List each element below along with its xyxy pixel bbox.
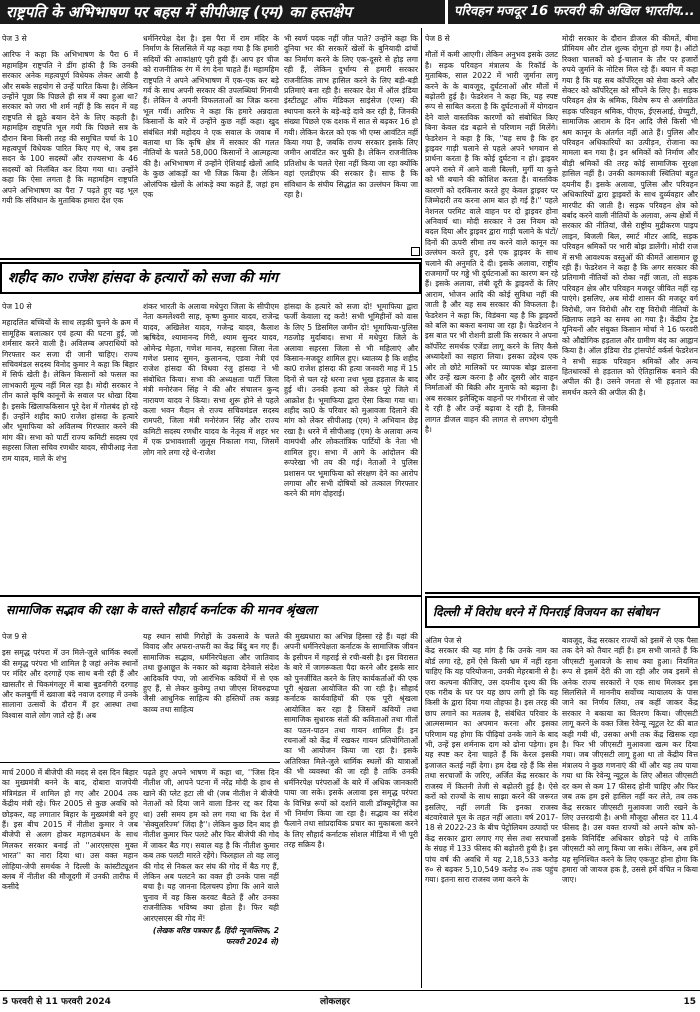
- footer-rule: [0, 990, 700, 991]
- article-president-col1: [2, 34, 138, 256]
- section-rule: [0, 762, 280, 763]
- article-transport-col1: [425, 34, 558, 590]
- article-text: यह स्थान सांघी गिरोहों के उकसावे के चलते विवाद और अफरा-तफरी का केंद्र बिंदु बन गए हैं। सामाजिक सद्भाव, धर्मनिरपेक्षता और जातिवाद तथा छुआछूत के नकार को बढ़ावा देनेवाले संदेश आदिकवि पंपा, जो आरंभिक कवियों में से एक हुए हैं, से लेकर कुवेम्पु तथा जीएस शिवरुद्रप्पा जैसी आधुनिक साहित्य की हस्तियों तक कन्नड़ काव्य तथा साहित्य: [143, 632, 279, 714]
- section-rule: [425, 592, 700, 594]
- page-reference: पेज 8 से: [425, 34, 450, 43]
- section-rule: [0, 258, 421, 260]
- article-karnataka-col1: [2, 632, 138, 758]
- article-text: मौतों में कमी आएगी। लेकिन अनुभव इसके उलट है। सड़क परिवहन मंत्रालय के रिकॉर्ड के मुताबिक, साल 2022 में भारी जुर्माना लागू करने के के बावजूद, दुर्घटनाओं और मौतों में बढ़ोतरी हुई है। फेडरेशन ने कहा कि, यह स्पष्ट रूप से साबित करता है कि दुर्घटनाओं में योगदान देने वाले वास्तविक कारणों को संबोधित किए बिना केवल दंड बढ़ाने से परिणाम नहीं मिलेंगे। फेडरेशन ने कहा है कि, ''यह सच है कि हर ड्राइवर गाड़ी चलाने से पहले अपने भगवान से प्रार्थना करता है कि कोई दुर्घटना न हो। ड्राइवर अपने रास्ते में आने वाली बिल्ली, मुर्गी या कुत्ते को भी बचाने की कोशिश करता है। वास्तविक कारणों को दरकिनार करते हुए केवल ड्राइवर पर जिम्मेदारी तय करना आम बात हो गई है।'' पहले नेशनल परमिट वाले वाहन पर दो ड्राइवर होना अनिवार्य था। मोदी सरकार ने उस नियम को बदल दिया और ड्राइवर द्वारा गाड़ी चलाने के घंटों/दिनों की ऊपरी सीमा तय करने वाले कानून का उल्लंघन करते हुए, इसे एक ड्राइवर के साथ चलाने की अनुमति दे दी। इसके अलावा, राष्ट्रीय राजमार्गों पर गड्ढे भी दुर्घटनाओं का कारण बन रहे हैं। इसके अलावा, लंबी दूरी के ड्राइवरों के लिए आराम, भोजन आदि की कोई सुविधा नहीं की जाती है और यह सब सरकार की विफलता है। फेडरेशन ने कहा कि, विडंबना यह है कि ड्राइवरों को बलि का बकरा बनाया जा रहा है। फेडरेशन ने इस बात पर भी रोशनी डाली कि सरकार ने अपना कॉर्पोरेट समर्थक एजेंडा लागू करने के लिए कैसे अध्यादेशों का सहारा लिया। इसका उद्देश्य एक ओर तो छोटे मालिकों पर व्यापक बोझ डालना और उन्हें खत्म करना है और दूसरी ओर वाहन निर्माताओं की बिक्री और मुनाफे को बढ़ाना है। अब सरकार इलेक्ट्रिक वाहनों पर गंभीरता से जोर दे रही है और उन्हें बढ़ावा दे रही है, जिनकी लागत डीजल वाहन की लागत से लगभग दोगुनी है।: [425, 50, 558, 435]
- article-nitish-col2: [143, 768, 279, 984]
- article-transport-col2: [562, 34, 698, 590]
- article-karnataka-col2: [143, 632, 279, 758]
- section-rule: [0, 595, 421, 597]
- article-text: पढ़ते हुए अपने भाषण में कहा था, ''जिस दिन नीतीश जी, आपने पटना में नरेंद्र मोदी के हाथ से खाने की प्लेट हटा ली थी (जब नीतीश ने बीजेपी नेताओं को दिया जाने वाला डिनर रद्द कर दिया था) उसी समय हम को लग गया था कि देश में 'सेक्युलरिज्म' जिंदा है''। लेकिन कुछ दिन बाद ही नीतीश कुमार फिर पलटे और फिर बीजेपी की गोद में जाकर बैठ गए। सवाल यह है कि नीतीश कुमार कब तक पलटी मारते रहेंगे। फिलहाल तो वह लालू की गोद से निकल कर संघ की गोद में बैठ गए हैं, लेकिन अब पलटने का वक्त ही उनके पास नहीं बचा है। यह जानना दिलचस्प होगा कि आने वाले चुनाव में वह किस करवट बैठते हैं और उनका राजनीतिक भविष्य क्या होता है। फिर यही आरएसएस की गोद में!: [143, 768, 279, 923]
- column-rule: [421, 28, 422, 256]
- column-rule: [421, 258, 422, 988]
- headline-sauharda-karnataka: सामाजिक सद्भाव की रक्षा के वास्ते सौहार्द कर्नाटक की मानव श्रृंखला: [6, 602, 317, 617]
- article-text: इस समृद्ध परंपरा में उन मिले-जुले धार्मिक स्थलों की समृद्ध परंपरा भी शामिल है जहां अनेक स्थानों पर मंदिर और दरगाहें एक साथ बनी रही हैं और खासतौर से चिकमंगलूर में बाबा बुडनगिरी दरगाह और कलबुर्गी में ख्वाजा बंदे नवाज दरगाह में उनके सालाना उत्सवों के दौरान मैं हर आस्था तथा विश्वास वाले लोग जाते रहे हैं। अब: [2, 648, 138, 720]
- article-text: शंकर भारती के अलावा मधेपुरा जिला के सीपीएम नेता कमलेश्वरी साह, कृष्ण कुमार यादव, राजेन्द्र यादव, अखिलेश यादव, गजेन्द्र यादव, कैलाश ऋषिदेव, श्यामानन्द गिरी, श्याम सुन्दर यादव, ओमेन्द्र मेहता, गणेश मानव, सहरसा जिला नेता गणेश प्रसाद सुमन, कुलानन्द, एडवा नेत्री एवं राजेश हांसदा की विधवा रंजु हांसदा ने भी संबोधित किया। सभा की अध्यक्षता पार्टी जिला मंत्री मनोरंजन सिंह ने की और संचालन कुन्द नारायण यादव ने किया। सभा शुरू होने से पहले कला भवन मैदान से राज्य सचिवमंडल सदस्य रामपरी, जिला मंत्री मनोरंजन सिंह और राज्य कमिटी सदस्य रणधीर यादव के नेतृत्व में शहर भर में एक प्रभावशाली जुलूस निकाला गया, जिसमें लोग नारे लगा रहे थे-राजेश: [143, 302, 279, 457]
- article-text: मार्च 2000 में बीजेपी की मदद से दस दिन बिहार का मुख्यमंत्री बनने के बाद, दोबारा वाजपेयी मंत्रिमंडल में शामिल हो गए और 2004 तक केंद्रीय मंत्री रहे। फिर 2005 से कुछ अवधि को छोड़कर, वह लगातार बिहार के मुख्यमंत्री बने हुए हैं। इस बीच 2015 में नीतीश कुमार ने जब बीजेपी से अलग होकर महागठबंधन के साथ मिलकर सरकार बनाई तो ''आरएसएस मुक्त भारत'' का नारा दिया था। उस वक्त महान लोहिया-जेपी समर्थक ने दिल्ली के कांस्टीट्यूशन क्लब में नीतीश की मौजूदगी में उनकी तारीफ में कसीदे: [2, 768, 138, 892]
- headline-president-address: राष्ट्रपति के अभिभाषण पर बहस में सीपीआइ (एम) का हस्तक्षेप: [0, 0, 445, 24]
- article-karnataka-col3: [284, 632, 418, 984]
- footer-date: 5 फरवरी से 11 फरवरी 2024: [2, 997, 111, 1007]
- page-reference: पेज 9 से: [2, 632, 27, 641]
- headline-rajesh-hansda: शहीद का० राजेश हांसदा के हत्यारों को सजा की मांग: [0, 262, 421, 294]
- article-text: हांसदा के हत्यारे को सजा दो! भूमाफिया द्वारा फर्जी केवाला रद्द करो! सभी भूमिहीनों को वास के लिए 5 डिसमिल जमीन दो! भूमाफिया-पुलिस गठजोड़ मुर्दाबाद। सभा में मधेपुरा जिले के अलावा सहरसा जिला से भी महिलाएं और किसान-मजदूर शामिल हुए। ध्यातव्य है कि शहीद का0 राजेश हांसदा की हत्या जनवरी माह में 15 दिनों से चल रहे धरना तथा भूख हड़ताल के बाद हुई थी। उनकी हत्या को लेकर पूरे जिले में आक्रोश है। भूमाफिया द्वारा ऐसा किया गया था। शहीद का0 के परिवार को मुआवजा दिलाने की मांग को लेकर सीपीआइ (एम) ने अभियान छेड़ रखा है। धरने में सीपीआइ (एम) के अलावा अन्य वामपंथी और लोकतांत्रिक पार्टियों के नेता भी शामिल हुए। सभा में आगे के आंदोलन की रूपरेखा भी तय की गई। नेताओं ने पुलिस प्रशासन पर भूमाफिया को संरक्षण देने का आरोप लगाया और सभी दोषियों को तत्काल गिरफ्तार करने की मांग दोहराई।: [284, 302, 418, 499]
- article-hansda-col2: [143, 302, 279, 592]
- article-text: केंद्र सरकार की यह मांग है कि उनके नाम का बोर्ड लगा रहे, हमें ऐसे किसी भ्रम में नहीं रहना चाहिए कि यह परियोजना, उनकी मेहरबानी से है। जरा कल्पना कीजिए, उस दयनीय दृश्य की कि एक गरीब के घर पर यह छाप लगी हो कि यह किसी के द्वारा दिया गया तोहफा है। इस तरह की छाप लगाने का मतलब है, संबंधित परिवार के आत्मसम्मान का अपमान करना और इसका परिणाम यह होगा कि पीढ़ियां उनके जाने के बाद भी, उन्हें इस शर्मनाक दाग को ढोना पड़ेगा। हम यह स्पष्ट कर देना चाहते हैं कि केरल इसकी इजाजत कतई नहीं देगा। हम देख रहे हैं कि सेस तथा सरचार्जों के जरिए, अर्जित केंद्र सरकार के राजस्व में कितनी तेजी से बढ़ोतरी हुई है। ऐसे करों को राज्यों के साथ साझा करने की जरूरत इसलिए, नहीं लगती कि इनका राजस्व बंटवारेवाले पूल के तहत नहीं आता। वर्ष 2017-18 से 2022-23 के बीच पेट्रोलियम उत्पादों पर केंद्र सरकार द्वारा लगाए गए सेस तथा सरचार्जों के संग्रह में 133 फीसद की बढ़ोतरी हुयी है। इस पांच वर्ष की अवधि में यह 2,18,533 करोड़ रु० से बढ़कर 5,10,549 करोड़ रु० तक पहुंच गया। इतना सारा राजस्व जमा करने के: [425, 646, 558, 885]
- article-source: (लेखक वरिष्ठ पत्रकार हैं, हिंदी न्यूजक्लिक, 2 फरवरी 2024 से): [152, 926, 279, 946]
- article-text: बावजूद, केंद्र सरकार राज्यों को इसमें से एक पैसा तक देने को तैयार नहीं है। हम सभी जानते हैं कि जीएसटी मुआवजे के साथ क्या हुआ। नियमित रूप से इसमें देरी की जा रही और जब इसमें से अनेक राज्य सरकारों ने एक साथ मिलकर इस सिलसिले में माननीय सर्वोच्च न्यायालय के पास जाने का निर्णय लिया, तब कहीं जाकर केंद्र सरकार ने बकाया का वितरण किया। जीएसटी लागू करने के वक्त जिस रेवेन्यू न्यूट्रल रेट की बात कही गयी थी, उसका अभी तक केंद्र खिसक रहा है। फिर भी जीएसटी मुआवजा खत्म कर दिया गया। जब जीएसटी लागू हुआ था तो केंद्रीय वित्त मंत्रालय ने कुछ गणनाएं की थीं और यह तय पाया गया था कि रेवेन्यू न्यूट्रल के लिए औसत जीएसटी दर कम से कम 17 फीसद होनी चाहिए और फिर जब तक हम इसे हासिल नहीं कर लेते, तब तक केंद्र सरकार जीएसटी मुआवजा जारी रखने के लिए उत्तरदायी है। अभी मौजूदा औसत दर 11.4 फीसद है। उस वक्त राज्यों को अपने कोष को-इसके विनिर्दिष्ट अधिकार छोड़ने पड़े थे ताकि जीएसटी को लागू किया जा सके। लेकिन, अब हमें यह सुनिश्चित करने के लिए एकजुट होना होगा कि हमारा जो जायज हक है, उससे हमें वंचित न किया जाए।: [562, 636, 698, 885]
- headline-pinarayi-vijayan: दिल्ली में विरोध धरने में पिनराई विजयन का संबोधन: [425, 596, 700, 628]
- article-president-col3: [284, 34, 418, 256]
- page-reference: पेज 10 से: [2, 302, 32, 311]
- page-footer: [0, 992, 700, 1012]
- article-text: महादलित बच्चियों के साथ लड़की चुनने के क्रम में सामूहिक बलात्कार एवं हत्या की घटना हुई, जो शर्मसार करने वाली है। अविलम्ब अपराधियों को गिरफ्तार कर सजा दी जानी चाहिए। राज्य सचिवमंडल सदस्य विनोद कुमार ने कहा कि बिहार में सिर्फ खेती है। लेकिन किसानों को फसल का लाभकारी मूल्य नहीं मिल रहा है। मोदी सरकार ने तीन काले कृषि कानूनों के सवाल पर धोखा दिया है। इसके खिलाफकिसान पूरे देश में गोलबंद हो रहे हैं। उन्होंने शहीद का0 राजेश हांसदा के हत्यारे और भूमाफिया को अविलम्ब गिरफ्तार करने की मांग की। सभा को पार्टी राज्य कमिटी सदस्य एवं सहरसा जिला सचिव रणधीर यादव, सीपीआइ नेता राम यादव, माले के शंभु: [2, 318, 138, 463]
- article-text: आरिफ ने कहा कि अभिभाषण के पैरा 6 में महामहिम राष्ट्रपति ने डींग हांकी है कि उनकी सरकार अनेक महत्वपूर्ण विधेयक लेकर आयी है और सबके सहयोग से उन्हें पारित किया है। लेकिन उन्होंने पूछा कि पिछले ही सत्र में क्या हुआ था? सरकार को जरा भी शर्म नहीं है कि सदन में वह राष्ट्रपति से झूठे बयान देने के लिए कहती है। महामहिम राष्ट्रपति भूल गयी कि पिछले सत्र के दौरान बिना किसी तरह की समुचित चर्चा के 10 महत्वपूर्ण विधेयक पारित किए गए थे, जब इस सदन के 100 सदस्यों और राज्यसभा के 46 सदस्यों को निलंबित कर दिया गया था। उन्होंने कहा कि ऐसा लगता है कि महामहिम राष्ट्रपति अपने अभिभाषण का पैरा 7 पढ़ते हुए यह भूल गयी कि संविधान के मुताबिक हमारा देश एक: [2, 50, 138, 206]
- article-hansda-col1: [2, 302, 138, 592]
- article-text: धर्मनिरपेक्ष देश है। इस पैरा में राम मंदिर के निर्माण के सिलसिले में यह कहा गया है कि हमारी सदियों की आकांक्षाएं पूरी हुयी हैं। आप हर चीज को राजनीतिक रंग में रंग देना चाहते हैं। महामहिम राष्ट्रपति ने अपने अभिभाषण में एक-एक कर बड़े गर्व के साथ अपनी सरकार की उपलब्धियां गिनायी हैं। लेकिन वे अपनी विफलताओं का जिक्र करना भूल गयीं। आरिफ ने कहा कि हमारे अन्नदाता किसानों के बारे में उन्होंने कुछ नहीं कहा। खुद संबंधित मंत्री महोदय ने एक सवाल के जवाब में बताया था कि कृषि क्षेत्र में सरकार की गलत नीतियों के चलते 58,000 किसानों ने आत्महत्या की है। अभिभाषण में उन्होंने ऐशियाई खेलों आदि के कुछ आंकड़ों का भी जिक्र किया है। लेकिन ओलंपिक खेलों के आंकड़े क्या कहते हैं, जहां हम एक: [143, 34, 279, 200]
- end-mark: [411, 247, 420, 256]
- article-text: भी स्वर्ण पदक नहीं जीत पाते? उन्होंने कहा कि दुनिया भर की सरकारें खेलों के बुनियादी ढांचों का निर्माण करने के लिए एक-दूसरे से होड़ लगा रही हैं, लेकिन दुर्भाग्य से हमारी सरकार राजनीतिक लाभ हासिल करने के लिए बड़ी-बड़ी प्रतिमाएं बना रही है। सरकार देश में ऑल इंडिया इंस्टीट्यूट ऑफ मेडिकल साइंसेज (एम्स) की स्थापना करने के बड़े-बड़े दावे कर रही है, जिनकी संख्या पिछले एक दशक में सात से बढ़कर 16 हो गयी। लेकिन केरल को एक भी एम्स आवंटित नहीं किया गया है, जबकि राज्य सरकार इसके लिए जमीन आवंटित कर चुकी है। लेकिन राजनीतिक प्रतिशोध के चलते ऐसा नहीं किया जा रहा क्योंकि वहां एलडीएफ की सरकार है। साफ है कि संविधान के संघीय सिद्धांत का उल्लंघन किया जा रहा है।: [284, 34, 418, 200]
- article-text: मोदी सरकार के दौरान डीजल की कीमतें, बीमा प्रीमियम और टोल शुल्क दोगुना हो गया है। ऑटो रिक्शा चालकों को ई-चालान के तौर पर हजारों रुपये जुर्माने के नोटिस मिल रहे हैं। बयान में कहा गया है कि यह सब कॉर्पोरेट्स को सेवा करने और सेक्टर को कॉर्पोरेट्स को सौंपने के लिए है। सड़क परिवहन क्षेत्र के श्रमिक, विशेष रूप से असंगठित सड़क परिवहन श्रमिक, पीएफ, ईएसआई, ग्रेच्युटी, सामाजिक आराम के दिन आदि जैसे किसी भी श्रम कानून के अंतर्गत नहीं आते हैं। पुलिस और परिवहन अधिकारियों का उत्पीड़न, रोजाना का मामला बन गया है। इन श्रमिकों को निर्माण और बीड़ी श्रमिकों की तरह कोई सामाजिक सुरक्षा हासिल नहीं है। उनकी कामकाजी स्थितियां बहुत दयनीय हैं। इसके अलावा, पुलिस और परिवहन अधिकारियों द्वारा ड्राइवरों के साथ दुर्व्यवहार और मारपीट की जाती है। सड़क परिवहन क्षेत्र को बर्बाद करने वाली नीतियों के अलावा, अन्य क्षेत्रों में सरकार की नीतियां, जैसे राष्ट्रीय मुद्रीकरण पाइप लाइन, बिजली बिल, स्मार्ट मीटर आदि, सड़क परिवहन श्रमिकों पर भारी बोझ डालेंगी। मोदी राज में सभी आवश्यक वस्तुओं की कीमतें आसमान छू रही हैं। फेडरेशन ने कहा है कि अगर सरकार की प्रतिगामी नीतियों को रोका नहीं जाता, तो सड़क परिवहन क्षेत्र और परिवहन मजदूर जीवित नहीं रह पाएंगे। इसलिए, अब मोदी शासन की मजदूर वर्ग विरोधी, जन विरोधी और राष्ट्र विरोधी नीतियों के खिलाफ लड़ने का समय आ गया है। केंद्रीय ट्रेड यूनियनों और संयुक्त किसान मोर्चा ने 16 फरवरी को औद्योगिक हड़ताल और ग्रामीण बंद का आह्वान किया है। ऑल इंडिया रोड ट्रांसपोर्ट वर्कर्स फेडरेशन ने सभी सड़क परिवहन श्रमिकों और अन्य हितधारकों से हड़ताल को ऐतिहासिक बनाने की अपील की है। उसने जनता से भी हड़ताल का समर्थन करने की अपील की है।: [562, 34, 698, 397]
- footer-paper-name: लोकलहर: [320, 997, 350, 1007]
- article-vijayan-col2: [562, 636, 698, 988]
- headline-transport-workers: परिवहन मजदूर 16 फरवरी की अखिल भारतीय...: [448, 0, 700, 24]
- article-hansda-col3: [284, 302, 418, 592]
- article-vijayan-col1: [425, 636, 558, 988]
- page-reference: अंतिम पेज से: [425, 636, 462, 645]
- article-president-col2: [143, 34, 279, 256]
- page-reference: पेज 3 से: [2, 34, 27, 43]
- article-nitish-col1: [2, 768, 138, 984]
- article-text: की मुख्यधारा का अभिन्न हिस्सा रहे हैं। यहां की अपनी धर्मनिरपेक्षता कर्नाटक के सामाजिक जीवन के इसीपन में गहराई से रची-बसी है। इस विरासत के बारे में जागरूकता पैदा करने और इसके सार को पुनर्जीवित करने के लिए कार्यकर्ताओं की एक पूरी श्रृंखला आयोजित की जा रही है। सौहार्द कर्नाटक कार्यवाहियों की एक पूरी श्रृंखला आयोजित कर रहा है जिसमें कवियों तथा सामाजिक सुधारक संतों की कविताओं तथा गीतों का पठन-पाठन तथा गायन शामिल हैं। इन रचनाओं को केंद्र में रखकर गायन प्रतियोगिताओं का भी आयोजन किया जा रहा है। इसके अतिरिक्त मिले-जुले धार्मिक स्थलों की यात्राओं की भी व्यवस्था की जा रही है ताकि उनकी धर्मनिरपेक्ष परंपराओं के बारे में अधिक जानकारी पाया जा सके। इसके अलावा इस समृद्ध परंपरा के विभिन्न रूपों को दर्शाने वाली डॉक्यूमेंट्रीज का भी निर्माण किया जा रहा है। सद्भाव का संदेश फैलाने तथा सांप्रदायिक प्रचार का मुकाबला करने के लिए सौहार्द कर्नाटक सोशल मीडिया में भी पूरी तरह सक्रिय है।: [284, 632, 418, 850]
- footer-page-number: 15: [683, 997, 696, 1007]
